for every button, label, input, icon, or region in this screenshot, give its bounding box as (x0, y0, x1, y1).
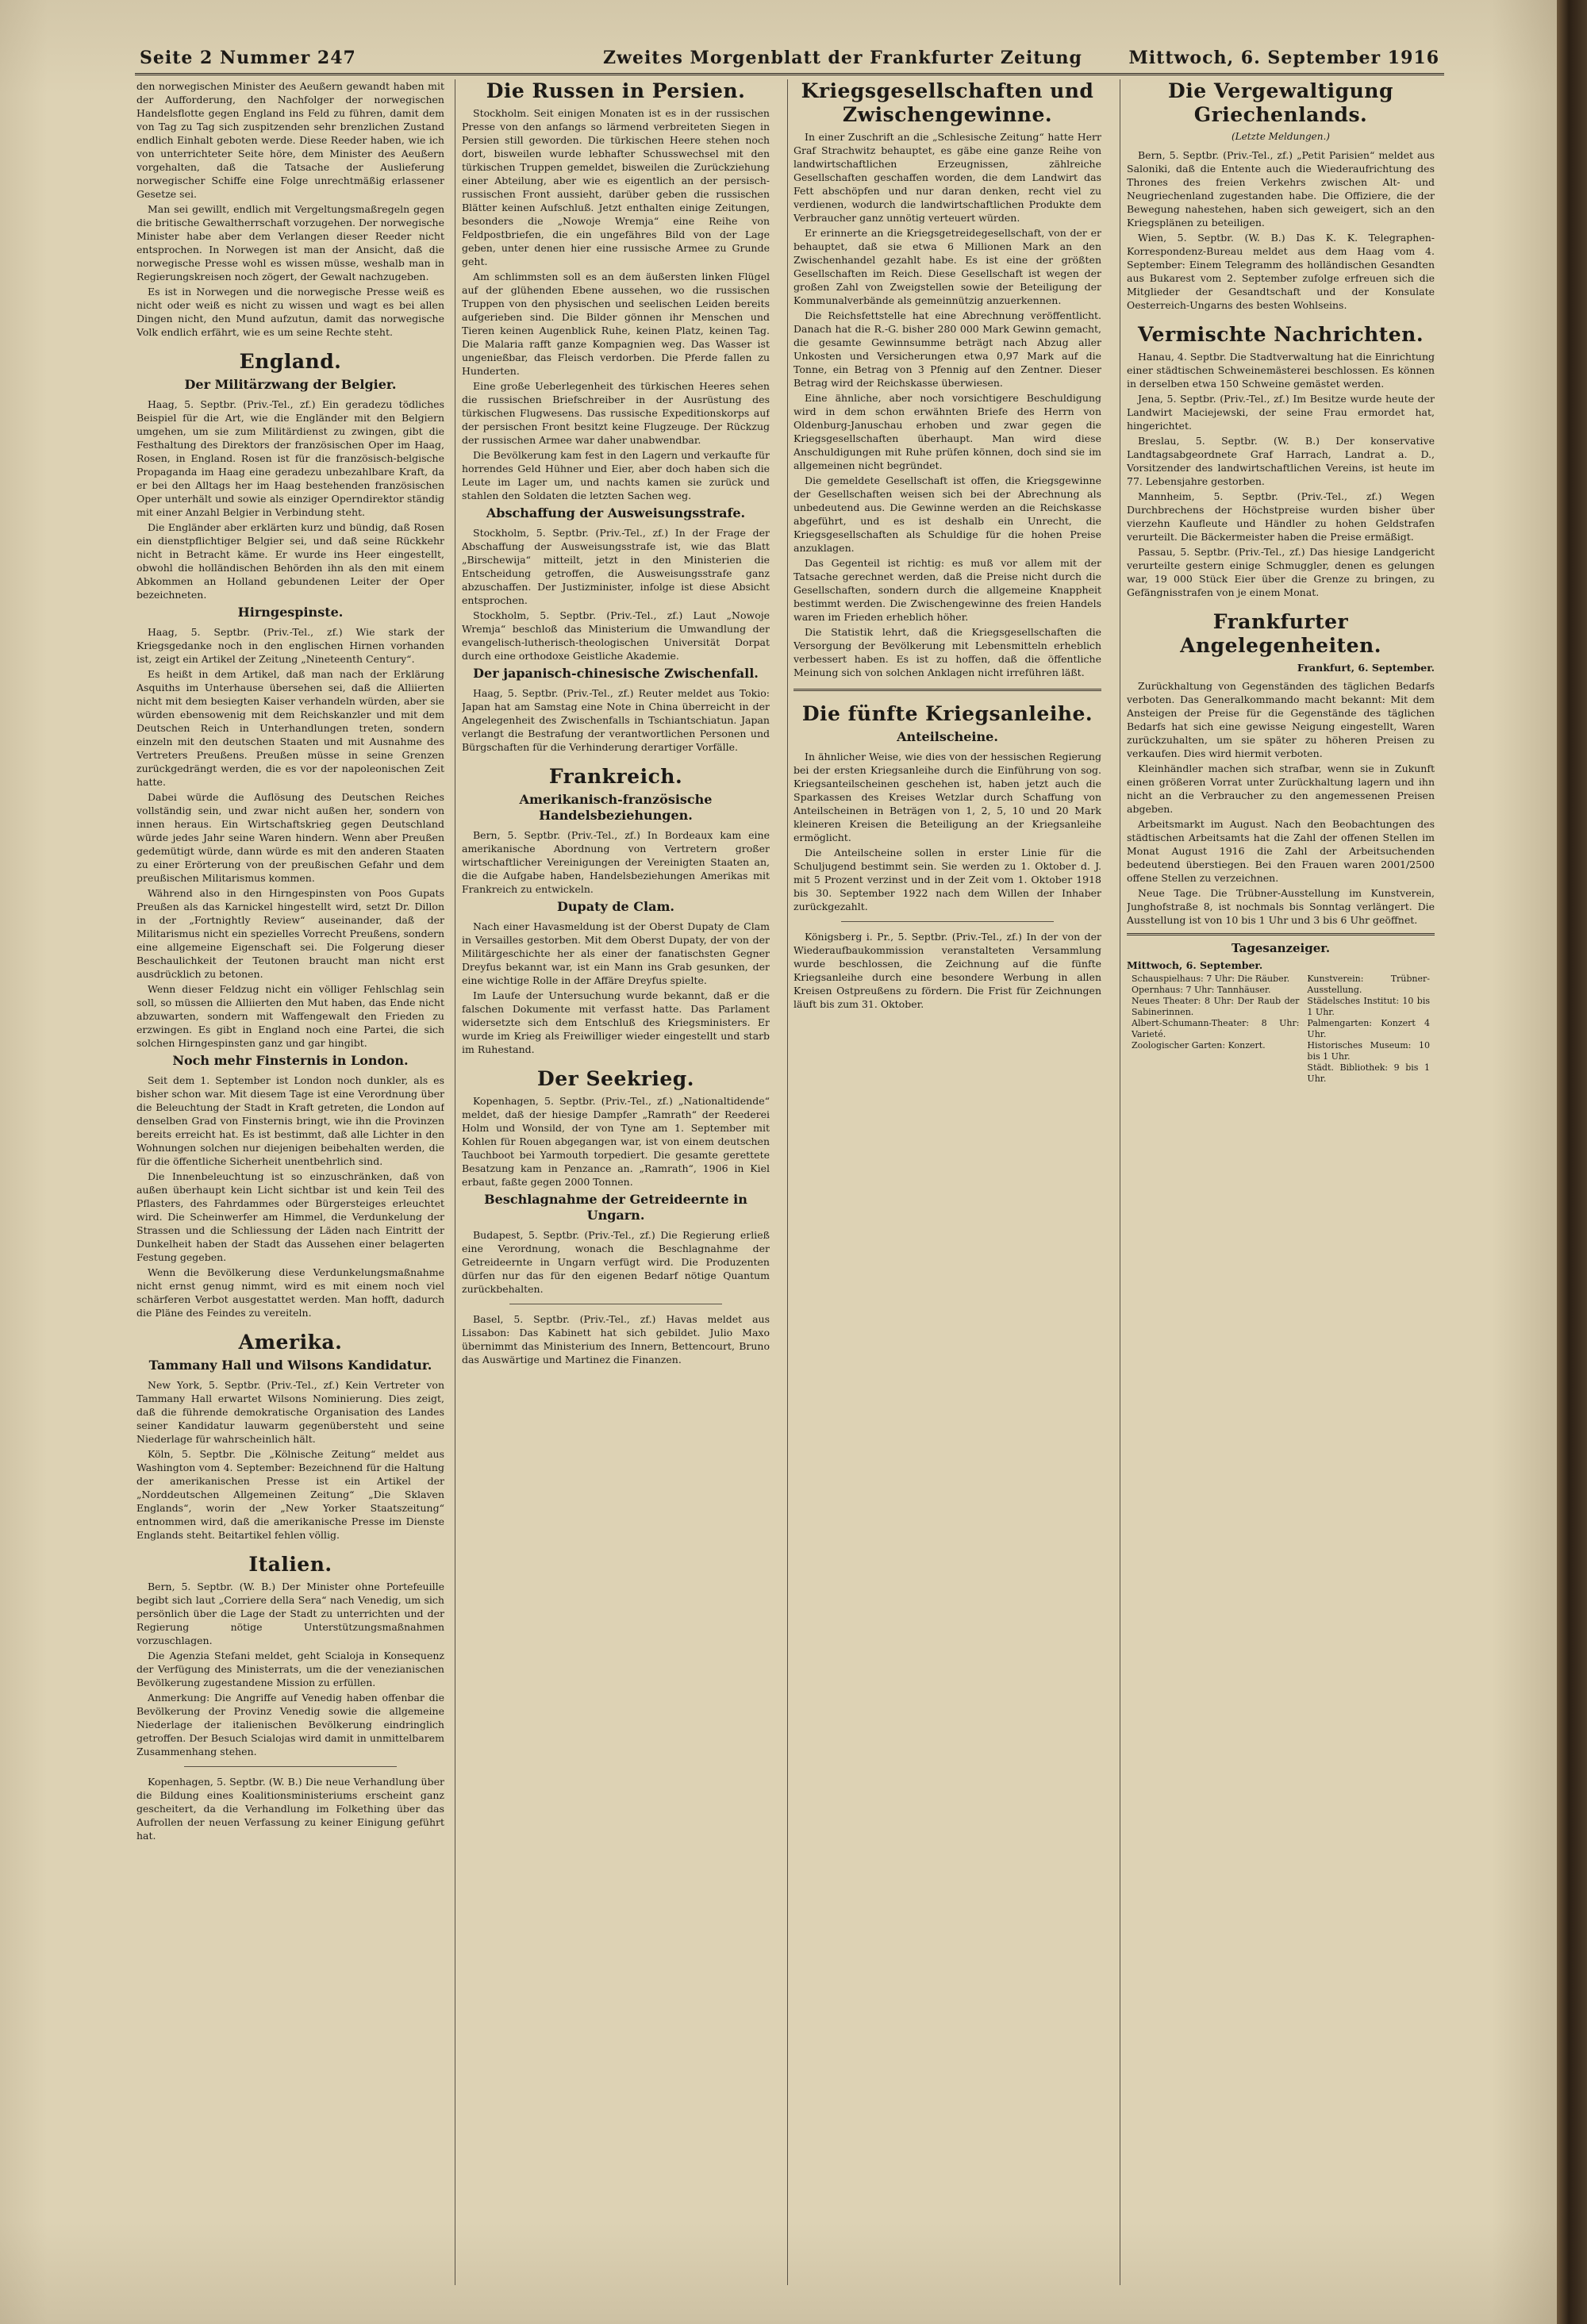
dateline: Frankfurt, 6. September. (1297, 662, 1435, 674)
listing-item: Neues Theater: 8 Uhr: Der Raub der Sabinerinnen. (1132, 996, 1300, 1017)
section-heading-vermischte: Vermischte Nachrichten. (1137, 323, 1424, 346)
article-title: Der japanisch-chinesische Zwischenfall. (473, 666, 759, 681)
article-paragraph: Bern, 5. Septbr. (W. B.) Der Minister ohne Portefeuille begibt sich laut „Corriere della Sera“ nach Venedig, um sich persönlich über die Lage der Stadt zu unterrichten und der Regierung nötige Unterstützungsmaßnahmen vorzuschlagen. (136, 1581, 444, 1646)
article-paragraph: Wenn dieser Feldzug nicht ein völliger Fehlschlag sein soll, so müssen die Alliierten den Mut haben, das Ende nicht abzuwarten, sondern mit Waffengewalt den Frieden zu erzwingen. Es gibt in England noch eine Partei, die sich solchen Hirngespinsten ganz und gar hingibt. (136, 983, 444, 1049)
section-heading-italien: Italien. (248, 1553, 332, 1576)
listing-item: Kunstverein: Trübner-Ausstellung. (1307, 974, 1430, 995)
article-paragraph: Die Statistik lehrt, daß die Kriegsgesellschaften die Versorgung der Bevölkerung mit Lebensmitteln erheblich verbessert haben. Es ist zu hoffen, daß die öffentliche Meinung sich von solchen Anklagen nicht irreführen läßt. (794, 626, 1101, 678)
article-paragraph: Stockholm. Seit einigen Monaten ist es in der russischen Presse von den anfangs so lärmend verbreiteten Siegen in Persien still geworden. Die türkischen Heere stehen noch dort, bisweilen wurde lebhafter Schusswechsel mit den türkischen Truppen gemeldet, bisweilen die Zurückziehung einer Abteilung, aber wie es eigentlich an der persisch-russischen Front aussieht, darüber geben die russischen Blätter keinen Aufschluß. Jetzt enthalten einige Zeitungen, besonders die „Nowoje Wremja“ eine Reihe von Feldpostbriefen, die ein ungefähres Bild von der Lage geben, unter denen hier eine russische Armee zu Grunde geht. (462, 107, 770, 267)
article-paragraph: Kleinhändler machen sich strafbar, wenn sie in Zukunft einen größeren Vorrat unter Zurückhaltung lagern und ihn nicht an die Verbraucher zu den angemessenen Preisen abgeben. (1127, 763, 1435, 815)
article-paragraph: Während also in den Hirngespinsten von Poos Gupats Preußen als das Karnickel hingestellt wird, setzt Dr. Dillon in der „Fortnightly Review“ auseinander, daß der Militarismus nicht ein spezielles Vorrecht Preußens, sondern eine allgemeine Eigenschaft sei. Die Folgerung dieser Beschaulichkeit der Teutonen braucht man nicht erst ausdrücklich zu betonen. (136, 887, 444, 980)
column-2 (462, 79, 770, 2285)
article-paragraph: Arbeitsmarkt im August. Nach den Beobachtungen des städtischen Arbeitsamts hat die Zahl der offenen Stellen im Monat August 1916 die Zahl der Arbeitsuchenden bedeutend überstiegen. Bei den Frauen waren 2001/2500 offene Stellen zu verzeichnen. (1127, 818, 1435, 884)
listing-item: Albert-Schumann-Theater: 8 Uhr: Varieté. (1132, 1018, 1300, 1039)
article-title: Abschaffung der Ausweisungsstrafe. (486, 505, 746, 520)
article-paragraph: Haag, 5. Septbr. (Priv.-Tel., zf.) Ein geradezu tödliches Beispiel für die Art, wie die Engländer mit den Belgiern umgehen, um sie zum Militärdienst zu zwingen, gibt die Festhaltung des Direktors der französischen Oper im Haag, Rosen, in England. Rosen ist für die französisch-belgische Propaganda im Haag eine geradezu unbezahlbare Kraft, da er bei den Alltags her im Haag bestehenden französischen Oper unterhält und sowie als einziger Operndirektor ständig mit einer Anzahl Belgier in Verbindung steht. (136, 398, 444, 518)
article-paragraph: Das Gegenteil ist richtig: es muß vor allem mit der Tatsache gerechnet werden, daß die Preise nicht durch die Gesellschaften, sondern durch die allgemeine Knappheit bestimmt werden. Die Zwischengewinne des freien Handels waren im Frieden erheblich höher. (794, 557, 1101, 623)
listing-item: Städelsches Institut: 10 bis 1 Uhr. (1307, 996, 1430, 1017)
divider (794, 689, 1101, 691)
article-paragraph: Anmerkung: Die Angriffe auf Venedig haben offenbar die Bevölkerung der Provinz Venedig sowie die allgemeine Niederlage der italienischen Bevölkerung eindringlich getroffen. Der Besuch Scialojas wird damit in unmittelbarem Zusammenhang stehen. (136, 1692, 444, 1757)
article-paragraph: In ähnlicher Weise, wie dies von der hessischen Regierung bei der ersten Kriegsanleihe durch die Einführung von sog. Kriegsanteilscheinen geschehen ist, haben jetzt auch die Sparkassen des Kreises Wetzlar durch Schaffung von Anteilscheinen in Beträgen von 1, 2, 5, 10 und 20 Mark kleineren Kreisen die Beteiligung an der Kriegsanleihe ermöglicht. (794, 751, 1101, 843)
article-paragraph: Kopenhagen, 5. Septbr. (Priv.-Tel., zf.) „Nationaltidende“ meldet, daß der hiesige Dampfer „Ramrath“ der Reederei Holm und Wonsild, der von Tyne am 1. September mit Kohlen für Rouen abgegangen war, ist von einem deutschen Tauchboot bei Yarmouth torpediert. Die gesamte gerettete Besatzung kam in Penzance an. „Ramrath“, 1906 in Kiel erbaut, faßte gegen 2000 Tonnen. (462, 1095, 770, 1188)
newspaper-title: Zweites Morgenblatt der Frankfurter Zeitung (603, 48, 1082, 68)
tagesanzeiger-date: Mittwoch, 6. September. (1127, 959, 1263, 971)
article-paragraph: Am schlimmsten soll es an dem äußersten linken Flügel auf der glühenden Ebene aussehen, wo die russischen Truppen von den physischen und seelischen Leiden bereits aufgerieben sind. Die Bilder gönnen ihr Menschen und Tieren keinen Augenblick Ruhe, keinen Platz, keinen Tag. Die Malaria rafft ganze Kompagnien weg. Das Wasser ist ungenießbar, das Fleisch verdorben. Die Pferde fallen zu Hunderten. (462, 271, 770, 377)
article-paragraph: Dabei würde die Auflösung des Deutschen Reiches vollständig sein, und zwar nicht außen her, sondern von innen heraus. Ein Wirtschaftskrieg gegen Deutschland würde jedes Jahr seine Waren hindern. Wenn aber Preußen gedemütigt würde, dann würde es mit den anderen Staaten zu einer Erörterung von der preußischen Gefahr und dem preußischen Militarismus kommen. (136, 791, 444, 884)
listing-item: Städt. Bibliothek: 9 bis 1 Uhr. (1307, 1062, 1430, 1084)
article-paragraph: Die Bevölkerung kam fest in den Lagern und verkaufte für horrendes Geld Hühner und Eier, aber doch haben sich die Leute im Lager um, und nachts kamen sie zurück und stahlen den Soldaten die letzten Sachen weg. (462, 449, 770, 501)
article-paragraph: Budapest, 5. Septbr. (Priv.-Tel., zf.) Die Regierung erließ eine Verordnung, wonach die Beschlagnahme der Getreideernte in Ungarn verfügt wird. Die Produzenten dürfen nur das für den eigenen Bedarf nötige Quantum zurückbehalten. (462, 1229, 770, 1295)
section-heading-frankreich: Frankreich. (548, 765, 683, 788)
article-paragraph: Die Agenzia Stefani meldet, geht Scialoja in Konsequenz der Verfügung des Ministerrats, um die der venezianischen Bevölkerung zugestandene Mission zu erfüllen. (136, 1650, 444, 1688)
article-paragraph: Basel, 5. Septbr. (Priv.-Tel., zf.) Havas meldet aus Lissabon: Das Kabinett hat sich gebildet. Julio Maxo übernimmt das Ministerium des Innern, Bettencourt, Bruno das Auswärtige und Martinez die Finanzen. (462, 1313, 770, 1366)
listing-item: Historisches Museum: 10 bis 1 Uhr. (1307, 1040, 1430, 1062)
section-heading-kriegsanleihe: Die fünfte Kriegsanleihe. (801, 702, 1093, 725)
article-paragraph: Die Innenbeleuchtung ist so einzuschränken, daß von außen überhaupt kein Licht sichtbar ist und kein Teil des Pflasters, des Fahrdammes oder Bürgersteiges erleuchtet wird. Die Scheinwerfer am Himmel, die Verdunkelung der Strassen und die Schliessung der Läden nach Eintritt der Dunkelheit haben der Stadt das Aussehen einer belagerten Festung gegeben. (136, 1170, 444, 1263)
column-rule (787, 79, 788, 2285)
masthead (135, 46, 1444, 75)
article-paragraph: In einer Zuschrift an die „Schlesische Zeitung“ hatte Herr Graf Strachwitz behauptet, es gäbe eine ganze Reihe von landwirtschaftlichen Erzeugnissen, zählreiche Gesellschaften geschaffen worden, die dem Landwirt das Fett abschöpfen und nur daran denken, recht viel zu verdienen, wodurch die landwirtschaftlichen Produkte dem Verbraucher ganz unnötig verteuert würden. (794, 131, 1101, 224)
listing-item: Schauspielhaus: 7 Uhr: Die Räuber. (1132, 974, 1290, 984)
article-paragraph: Kopenhagen, 5. Septbr. (W. B.) Die neue Verhandlung über die Bildung eines Koalitionsministeriums erscheint ganz gescheitert, da die Verhandlung im Folkething über das Aufrollen der neuen Verfassung zu keiner Einigung geführt hat. (136, 1776, 444, 1842)
section-heading-frankfurt: Frankfurter Angelegenheiten. (1180, 610, 1381, 657)
article-paragraph: Neue Tage. Die Trübner-Ausstellung im Kunstverein, Junghofstraße 8, ist nochmals bis Sonntag verlängert. Die Ausstellung ist von 10 bis 1 Uhr und 3 bis 6 Uhr geöffnet. (1127, 887, 1435, 926)
article-paragraph: Haag, 5. Septbr. (Priv.-Tel., zf.) Reuter meldet aus Tokio: Japan hat am Samstag eine Note in China überreicht in der Angelegenheit des Zwischenfalls in Tschiantschiatun. Japan verlangt die Bestrafung der verantwortlichen Personen und Bürgschaften für die Verhinderung derartiger Vorfälle. (462, 687, 770, 753)
section-heading-seekrieg: Der Seekrieg. (537, 1067, 694, 1090)
section-heading-england: England. (239, 350, 342, 373)
section-heading-griechenland: Die Vergewaltigung Griechenlands. (1168, 79, 1393, 126)
column-4 (1127, 79, 1435, 2285)
listing-item: Zoologischer Garten: Konzert. (1132, 1040, 1266, 1051)
issue-date: Mittwoch, 6. September 1916 (1128, 48, 1439, 68)
article-paragraph: Haag, 5. Septbr. (Priv.-Tel., zf.) Wie stark der Kriegsgedanke noch in den englischen Hirnen vorhanden ist, zeigt ein Artikel der Zeitung „Nineteenth Century“. (136, 626, 444, 665)
article-paragraph: Stockholm, 5. Septbr. (Priv.-Tel., zf.) In der Frage der Abschaffung der Ausweisungsstrafe ist, wie das Blatt „Birschewija“ mitteilt, jetzt in den Ministerien die Entscheidung getroffen, die Ausweisungsstrafe ganz abzuschaffen. Der Justizminister, infolge ist diese Absicht entsprochen. (462, 527, 770, 606)
column-3 (794, 79, 1101, 2285)
article-paragraph: Es heißt in dem Artikel, daß man nach der Erklärung Asquiths im Unterhause übersehen sei, daß die Alliierten nicht mit dem besiegten Kaiser verhandeln würden, aber sie würden ebensowenig mit dem Reichskanzler und mit dem Deutschen Reich in Unterhandlungen treten, sondern einzeln mit den deutschen Staaten und mit Ausnahme des Vertreters Preußens. Preußen müsse in seine Grenzen zurückgedrängt werden, die es vor der napoleonischen Zeit hatte. (136, 668, 444, 788)
article-paragraph: Eine ähnliche, aber noch vorsichtigere Beschuldigung wird in dem schon erwähnten Briefe des Herrn von Oldenburg-Januschau erhoben und zwar gegen die Kriegsgesellschaften überhaupt. Man wird diese Anschuldigungen mit Ruhe prüfen können, doch sind sie im allgemeinen nicht begründet. (794, 392, 1101, 471)
article-paragraph: Köln, 5. Septbr. Die „Kölnische Zeitung“ meldet aus Washington vom 4. September: Bezeichnend für die Haltung der amerikanischen Presse ist ein Artikel der „Norddeutschen Allgemeinen Zeitung“ „Die Sklaven Englands“, worin der „New Yorker Staatszeitung“ entnommen wird, daß die amerikanische Presse im Dienste Englands steht. Beitartikel fehlen völlig. (136, 1448, 444, 1541)
article-title: Anteilscheine. (897, 729, 998, 744)
article-paragraph: Es ist in Norwegen und die norwegische Presse weiß es nicht oder weiß es nicht zu wissen und wagt es bei allen Dingen nicht, den Mund aufzutun, damit das norwegische Volk endlich erfährt, wie es um seine Rechte steht. (136, 286, 444, 338)
article-title: Der Militärzwang der Belgier. (184, 377, 397, 392)
article-paragraph: Die Reichsfettstelle hat eine Abrechnung veröffentlicht. Danach hat die R.-G. bisher 280 000 Mark Gewinn gemacht, die gesamte Gewinnsumme beträgt nach Abzug aller Unkosten und Versicherungen etwa 0,97 Mark auf die Tonne, ein Betrag von 3 Pfennig auf den Zentner. Dieser Betrag wird der Reichskasse überwiesen. (794, 309, 1101, 389)
listing-item: Opernhaus: 7 Uhr: Tannhäuser. (1132, 985, 1271, 995)
tagesanzeiger-box (1127, 933, 1435, 1086)
section-heading-amerika: Amerika. (238, 1331, 343, 1354)
tagesanzeiger-title: Tagesanzeiger. (1231, 941, 1331, 955)
article-paragraph: Seit dem 1. September ist London noch dunkler, als es bisher schon war. Mit diesem Tage ist eine Verordnung über die Beleuchtung der Stadt in Kraft getreten, die London auf denselben Grad von Finsternis bringt, wie ihn die Provinzen bereits erreicht hat. Es ist bestimmt, daß alle Lichter in den Wohnungen solchen nur diejenigen beibehalten werden, die für die öffentliche Sicherheit unentbehrlich sind. (136, 1074, 444, 1167)
divider (841, 921, 1054, 922)
section-heading-persien: Die Russen in Persien. (486, 79, 746, 102)
article-paragraph: Jena, 5. Septbr. (Priv.-Tel., zf.) Im Besitze wurde heute der Landwirt Maciejewski, der seine Frau ermordet hat, hingerichtet. (1127, 393, 1435, 432)
page-number: Seite 2 Nummer 247 (140, 48, 356, 68)
article-paragraph: New York, 5. Septbr. (Priv.-Tel., zf.) Kein Vertreter von Tammany Hall erwartet Wilsons Nominierung. Dies zeigt, daß die führende demokratische Organisation des Landes seiner Kandidatur lauwarm gegenübersteht und seine Niederlage für wahrscheinlich hält. (136, 1379, 444, 1445)
book-spine (1557, 0, 1587, 2324)
article-title: Amerikanisch-französische Handelsbeziehungen. (519, 792, 713, 823)
divider (184, 1766, 397, 1767)
article-title: Hirngespinste. (237, 605, 344, 620)
listing-item: Palmengarten: Konzert 4 Uhr. (1307, 1018, 1430, 1039)
article-paragraph: Man sei gewillt, endlich mit Vergeltungsmaßregeln gegen die britische Gewaltherrschaft vorzugehen. Der norwegische Minister habe aber dem Verlangen dieser Reeder nicht entsprochen. In Norwegen ist man der Ansicht, daß die norwegische Presse wohl es wissen müsse, weshalb man in Regierungskreisen noch zögert, der Gewalt nachzugeben. (136, 203, 444, 282)
article-paragraph: Breslau, 5. Septbr. (W. B.) Der konservative Landtagsabgeordnete Graf Harrach, Landrat a. D., Vorsitzender des landwirtschaftlichen Vereins, ist heute im 77. Lebensjahre gestorben. (1127, 435, 1435, 487)
article-title: Dupaty de Clam. (557, 899, 674, 914)
article-paragraph: Königsberg i. Pr., 5. Septbr. (Priv.-Tel., zf.) In der von der Wiederaufbaukommission veranstalteten Versammlung wurde beschlossen, die Zeichnung auf die fünfte Kriegsanleihe durch eine besondere Werbung in allen Kreisen Ostpreußens zu fördern. Die Frist für Zeichnungen läuft bis zum 31. Oktober. (794, 931, 1101, 1010)
article-paragraph: Er erinnerte an die Kriegsgetreidegesellschaft, von der er behauptet, daß sie etwa 6 Millionen Mark an den Zwischenhandel gezahlt habe. Es ist eine der größten Gesellschaften im Reich. Diese Gesellschaft ist wegen der großen Zahl von Zweigstellen sowie der Beteiligung der Kommunalverbände als gemeinnützig anzuerkennen. (794, 227, 1101, 306)
article-paragraph: Die Engländer aber erklärten kurz und bündig, daß Rosen ein dienstpflichtiger Belgier sei, und daß seine Rückkehr nicht in Betracht käme. Er wurde ins Heer eingestellt, obwohl die holländischen Behörden ihn als den mit einem Abkommen an Holland gebundenen Leiter der Oper bezeichneten. (136, 521, 444, 601)
article-paragraph: Eine große Ueberlegenheit des türkischen Heeres sehen die russischen Briefschreiber in der Ausrüstung des türkischen Flugwesens. Das russische Expeditionskorps auf der persischen Front besitzt keine Flugzeuge. Der Rückzug der russischen Armee war daher unabwendbar. (462, 380, 770, 446)
article-subtitle: (Letzte Meldungen.) (1231, 131, 1330, 142)
article-paragraph: Die gemeldete Gesellschaft ist offen, die Kriegsgewinne der Gesellschaften weisen sich bei der Abrechnung als unbedeutend aus. Die Gewinne werden an die Reichskasse abgeführt, und es ist deshalb ein Unrecht, die Kriegsgesellschaften als Schuldige für die hohen Preise anzuklagen. (794, 474, 1101, 554)
article-paragraph: den norwegischen Minister des Aeußern gewandt haben mit der Aufforderung, den Nachfolger der norwegischen Handelsflotte gegen England ins Feld zu führen, damit dem von Tag zu Tag sich zuspitzenden sehr brenzlichen Zustand endlich Einhalt geboten werde. Diese Reeder haben, wie ich von unterrichteter Seite höre, dem Minister des Aeußern vorgehalten, daß die Tatsache der Auslieferung norwegischer Schiffe eine Folge unrechtmäßig erlassener Gesetze sei. (136, 80, 444, 200)
section-heading-kriegsgesellschaften: Kriegsgesellschaften und Zwischengewinne. (801, 79, 1094, 126)
article-paragraph: Wien, 5. Septbr. (W. B.) Das K. K. Telegraphen-Korrespondenz-Bureau meldet aus dem Haag vom 4. September: Einem Telegramm des holländischen Gesandten aus Bukarest vom 2. September zufolge erfreuen sich die Mitglieder der Gesandtschaft und der Konsulate Oesterreich-Ungarns des besten Wohlseins. (1127, 232, 1435, 311)
article-title: Noch mehr Finsternis in London. (172, 1053, 409, 1068)
article-paragraph: Passau, 5. Septbr. (Priv.-Tel., zf.) Das hiesige Landgericht verurteilte gestern einige Schmuggler, denen es gelungen war, 19 000 Stück Eier über die Grenze zu bringen, zu Gefängnisstrafen von je einem Monat. (1127, 546, 1435, 598)
article-paragraph: Bern, 5. Septbr. (Priv.-Tel., zf.) „Petit Parisien“ meldet aus Saloniki, daß die Entente auch die Wiederaufrichtung des Thrones des freien Verkehrs zwischen Alt- und Neugriechenland zugestanden habe. Die Offiziere, die der Bewegung nahestehen, haben sich geweigert, sich an den Kriegsplänen zu beteiligen. (1127, 149, 1435, 229)
article-paragraph: Bern, 5. Septbr. (Priv.-Tel., zf.) In Bordeaux kam eine amerikanische Abordnung von Vertretern großer wirtschaftlicher Vereinigungen der Vereinigten Staaten an, die die Aufgabe haben, Handelsbeziehungen Amerikas mit Frankreich zu entwickeln. (462, 829, 770, 895)
article-title: Tammany Hall und Wilsons Kandidatur. (148, 1358, 432, 1373)
tagesanzeiger-table (1127, 972, 1435, 1086)
article-paragraph: Stockholm, 5. Septbr. (Priv.-Tel., zf.) Laut „Nowoje Wremja“ beschloß das Ministerium die Umwandlung der evangelisch-lutherisch-theologischen Universität Dorpat durch eine orthodoxe Geistliche Akademie. (462, 609, 770, 662)
article-title: Beschlagnahme der Getreideernte in Ungarn. (484, 1192, 747, 1223)
article-paragraph: Nach einer Havasmeldung ist der Oberst Dupaty de Clam in Versailles gestorben. Mit dem Oberst Dupaty, der von der Militärgeschichte her als einer der fanatischsten Gegner Dreyfus bekannt war, ist ein Mann ins Grab gesunken, der eine wichtige Rolle in der Affäre Dreyfus spielte. (462, 920, 770, 986)
article-paragraph: Zurückhaltung von Gegenständen des täglichen Bedarfs verboten. Das Generalkommando macht bekannt: Mit dem Ansteigen der Preise für die Gegenstände des täglichen Bedarfs hat sich eine gewisse Neigung eingestellt, Waren zurückzuhalten, um sie später zu höheren Preisen zu verkaufen. Dies wird hiermit verboten. (1127, 680, 1435, 759)
article-paragraph: Im Laufe der Untersuchung wurde bekannt, daß er die falschen Dokumente mit verfasst hatte. Das Parlament widersetzte sich dem Entschluß des Kriegsministers. Er wurde im Krieg als Freiwilliger wieder eingestellt und starb im Ruhestand. (462, 989, 770, 1055)
article-paragraph: Hanau, 4. Septbr. Die Stadtverwaltung hat die Einrichtung einer städtischen Schweinemästerei beschlossen. Es können in derselben etwa 150 Schweine gemästet werden. (1127, 351, 1435, 390)
column-1 (136, 79, 444, 2285)
article-paragraph: Mannheim, 5. Septbr. (Priv.-Tel., zf.) Wegen Durchbrechens der Höchstpreise wurden bisher über vierzehn Kaufleute und Händler zu hohen Geldstrafen verurteilt. Die Bäckermeister haben die Preise ermäßigt. (1127, 490, 1435, 543)
article-paragraph: Wenn die Bevölkerung diese Verdunkelungsmaßnahme nicht ernst genug nimmt, wird es mit einem noch viel schärferen Verbot ausgestattet werden. Man hofft, dadurch die Pläne des Feindes zu vereiteln. (136, 1266, 444, 1319)
article-paragraph: Die Anteilscheine sollen in erster Linie für die Schuljugend bestimmt sein. Sie werden zu 1. Oktober d. J. mit 5 Prozent verzinst und in der Zeit vom 1. Oktober 1918 bis 30. September 1922 nach dem Willen der Inhaber zurückgezahlt. (794, 847, 1101, 912)
